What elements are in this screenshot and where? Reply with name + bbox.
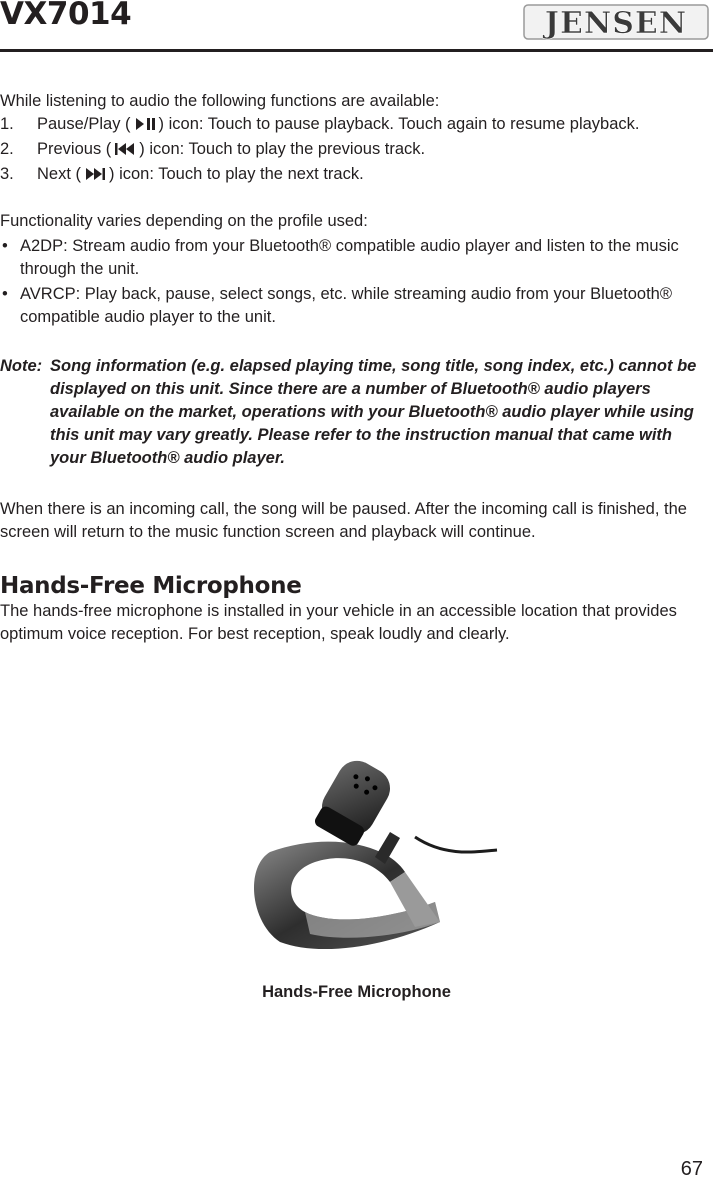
section-heading: Hands-Free Microphone — [0, 573, 302, 599]
header-rule — [0, 49, 713, 52]
list-item: • AVRCP: Play back, pause, select songs, etc. while streaming audio from your Bluetooth® compatible audio player to the unit. — [2, 285, 672, 326]
incoming-call-text: When there is an incoming call, the song will be paused. After the incoming call is finished, the screen will return to the music function screen and playback will continue. — [0, 500, 687, 541]
list-item: 2. Previous ( ) icon: Touch to play the previous track. — [0, 140, 426, 158]
jensen-logo — [521, 2, 711, 42]
page-number: 67 — [680, 1158, 703, 1180]
intro-text: While listening to audio the following functions are available: — [0, 92, 440, 110]
note-block — [0, 355, 710, 470]
list-item: 1. Pause/Play ( ) icon: Touch to pause playback. Touch again to resume playback. — [0, 115, 640, 133]
list-item: • A2DP: Stream audio from your Bluetooth® compatible audio player and listen to the music through the unit. — [2, 237, 679, 278]
function-list — [0, 113, 710, 186]
profile-list — [0, 235, 710, 329]
page-body — [0, 90, 710, 646]
page-header — [0, 0, 713, 56]
next-track-icon — [83, 167, 107, 181]
previous-track-icon — [113, 142, 137, 156]
microphone-image — [225, 752, 500, 967]
brand-logo-text: JENSEN — [544, 6, 688, 41]
figure-caption: Hands-Free Microphone — [262, 983, 451, 1001]
profile-intro: Functionality varies depending on the profile used: — [0, 212, 368, 230]
note-lead: Note: — [0, 357, 43, 375]
model-number: VX7014 — [0, 0, 132, 32]
list-item: 3. Next ( ) icon: Touch to play the next track. — [0, 165, 364, 183]
play-pause-icon — [133, 117, 157, 131]
note-text: Song information (e.g. elapsed playing time, song title, song index, etc.) cannot be displayed on this unit. Since there are a number of Bluetooth® audio players available on the market, operations with your Bluetooth® audio player while using this unit may vary greatly. Please refer to the instruction manual that came with your Bluetooth® audio player. — [50, 357, 697, 467]
microphone-text: The hands-free microphone is installed in your vehicle in an accessible location that provides optimum voice reception. For best reception, speak loudly and clearly. — [0, 602, 677, 643]
